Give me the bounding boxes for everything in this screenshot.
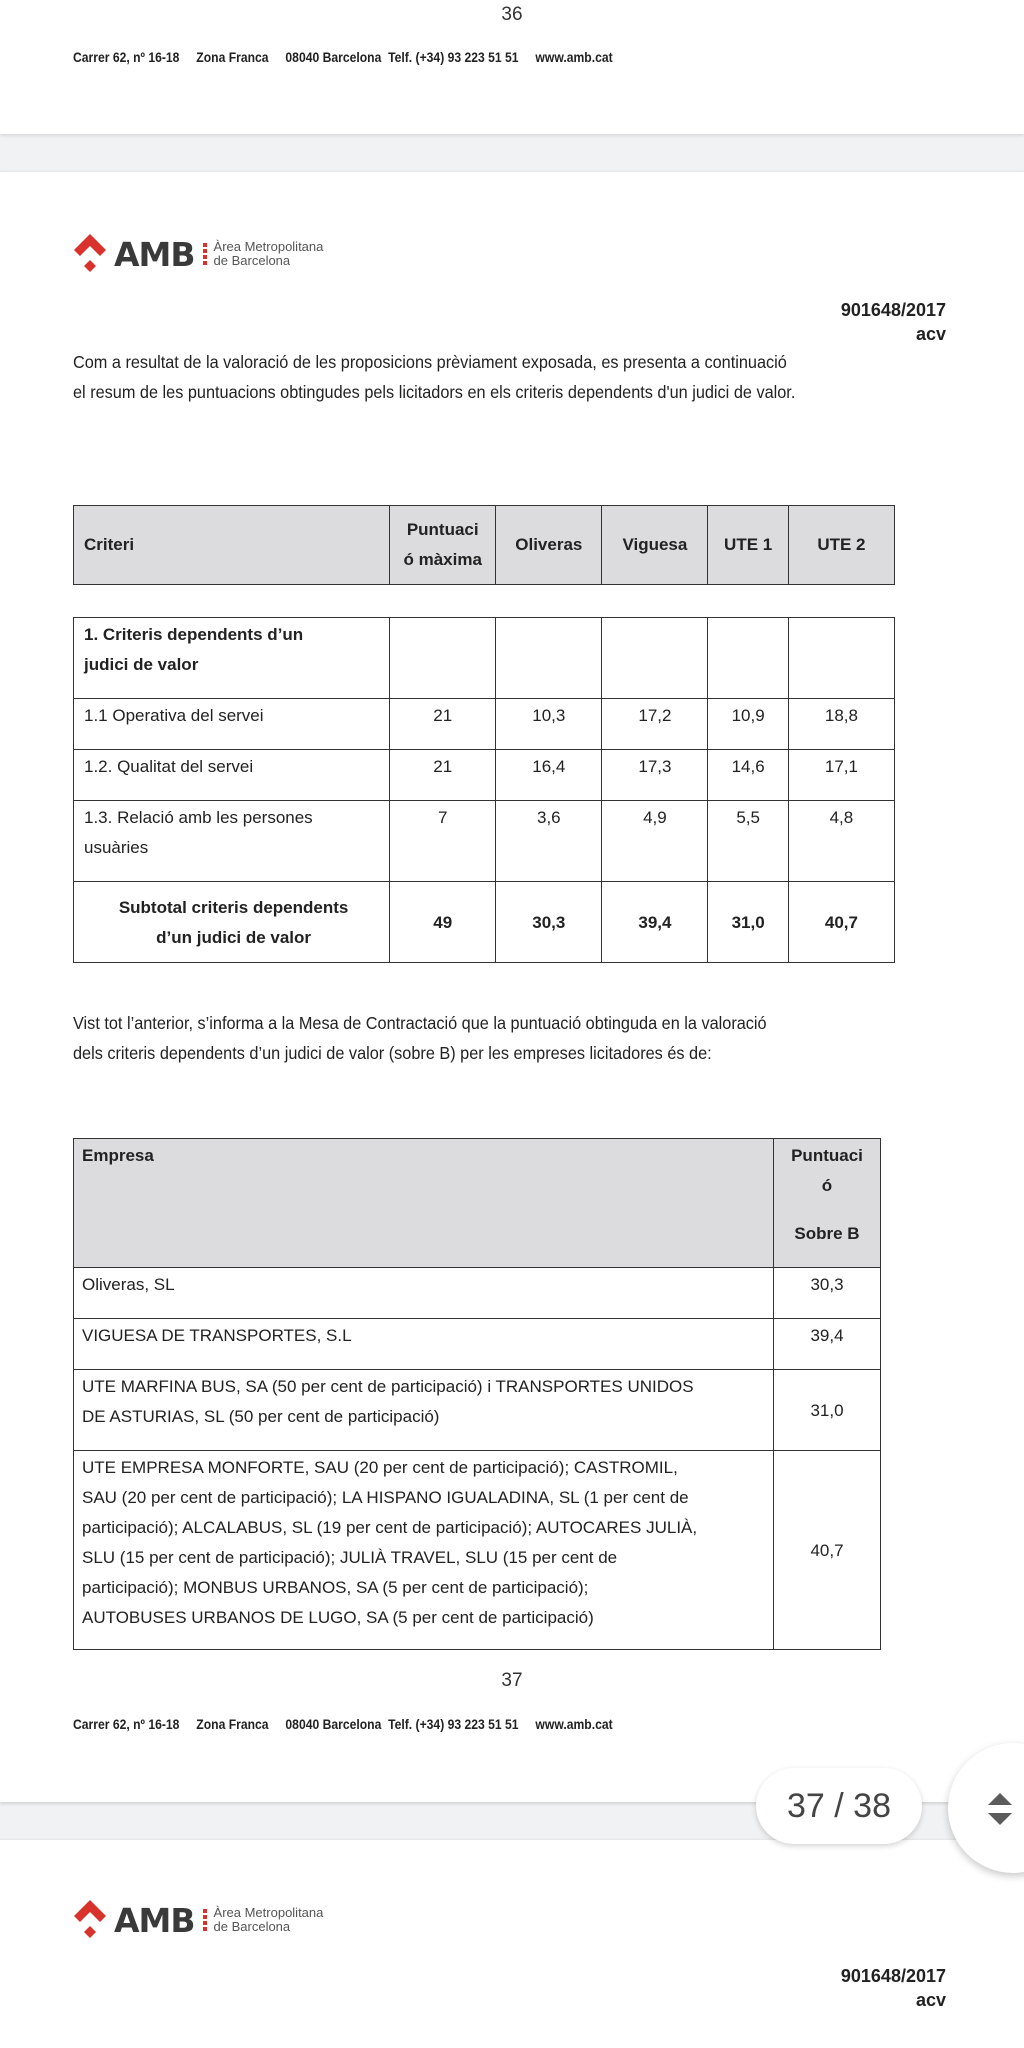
cell-score: 31,0 <box>774 1370 881 1451</box>
table-row <box>74 750 895 801</box>
cell-ute1: 31,0 <box>708 882 788 963</box>
cell-ute2: 4,8 <box>788 801 894 882</box>
page-number: 36 <box>501 4 523 25</box>
cell-empty <box>602 618 708 699</box>
cell-criteri-line1: 1.3. Relació amb les persones <box>84 808 313 827</box>
cell-company-line: UTE MARFINA BUS, SA (50 per cent de participació) i TRANSPORTES UNIDOS <box>82 1377 694 1396</box>
criteria-header-table <box>73 505 895 585</box>
cell-company: Oliveras, SL <box>74 1268 774 1319</box>
cell-empty <box>390 618 496 699</box>
table-row <box>74 1451 881 1650</box>
cell-oliveras: 3,6 <box>496 801 602 882</box>
cell-max: 21 <box>390 699 496 750</box>
subtotal-label-line1: Subtotal criteris dependents <box>118 898 349 917</box>
table-row <box>74 1370 881 1451</box>
cell-ute2: 18,8 <box>788 699 894 750</box>
amb-logo-icon <box>72 232 108 276</box>
criteria-table <box>73 617 895 963</box>
table-row-subtotal <box>74 882 895 963</box>
col-puntuacio-maxima <box>390 506 496 585</box>
cell-company <box>74 1370 774 1451</box>
logo-subtitle-line2: de Barcelona <box>213 1919 291 1934</box>
amb-logo-icon <box>72 1898 108 1942</box>
page-number: 37 <box>501 1670 523 1691</box>
table-row-section <box>74 618 895 699</box>
cell-company-line: UTE EMPRESA MONFORTE, SAU (20 per cent de participació); CASTROMIL, <box>82 1458 678 1477</box>
cell-criteri: 1.1 Operativa del servei <box>74 699 390 750</box>
intro-paragraph-line2: el resum de les puntuacions obtingudes pels licitadors en els criteris dependents d'un judici de valor. <box>73 382 796 402</box>
cell-viguesa: 17,2 <box>602 699 708 750</box>
cell-ute1: 14,6 <box>708 750 788 801</box>
cell-oliveras: 30,3 <box>496 882 602 963</box>
cell-oliveras: 10,3 <box>496 699 602 750</box>
section-title-line2: judici de valor <box>84 655 199 674</box>
col-ute1: UTE 1 <box>708 506 788 585</box>
col-score-line2: ó <box>821 1176 833 1195</box>
cell-score: 40,7 <box>774 1451 881 1650</box>
col-score-line3: Sobre B <box>794 1224 860 1243</box>
cell-max: 7 <box>390 801 496 882</box>
reference-initials: acv <box>915 1990 946 2010</box>
cell-max: 21 <box>390 750 496 801</box>
table-row <box>74 1268 881 1319</box>
cell-ute1: 5,5 <box>708 801 788 882</box>
cell-criteri <box>74 801 390 882</box>
section-title-line1: 1. Criteris dependents d’un <box>84 625 304 644</box>
col-empresa: Empresa <box>74 1139 774 1268</box>
cell-ute2: 40,7 <box>788 882 894 963</box>
reference-block <box>841 298 946 346</box>
cell-company: VIGUESA DE TRANSPORTES, S.L <box>74 1319 774 1370</box>
intro-paragraph <box>73 347 910 407</box>
cell-empty <box>788 618 894 699</box>
document-page-38 <box>0 1840 1024 2048</box>
cell-viguesa: 17,3 <box>602 750 708 801</box>
col-puntuacio-line2: ó màxima <box>403 550 482 569</box>
cell-company-line: AUTOBUSES URBANOS DE LUGO, SA (5 per cent de participació) <box>82 1608 594 1627</box>
reference-block <box>841 1964 946 2012</box>
intro-paragraph-line1: Com a resultat de la valoració de les proposicions prèviament exposada, es presenta a continuació <box>73 352 787 372</box>
arrow-down-icon[interactable] <box>988 1813 1012 1825</box>
cell-empty <box>496 618 602 699</box>
cell-score: 30,3 <box>774 1268 881 1319</box>
cell-viguesa: 39,4 <box>602 882 708 963</box>
logo-separator <box>203 1909 207 1931</box>
cell-company-line: participació); ALCALABUS, SL (19 per cent de participació); AUTOCARES JULIÀ, <box>82 1518 698 1537</box>
cell-empty <box>708 618 788 699</box>
table-row <box>74 1319 881 1370</box>
logo-subtitle-line2: de Barcelona <box>213 253 291 268</box>
footer-address: Carrer 62, nº 16-18 Zona Franca 08040 Barcelona Telf. (+34) 93 223 51 51 www.amb.cat <box>73 50 613 65</box>
logo-separator <box>203 243 207 265</box>
logo-wordmark: AMB <box>114 234 195 274</box>
cell-ute1: 10,9 <box>708 699 788 750</box>
cell-company-line: SAU (20 per cent de participació); LA HISPANO IGUALADINA, SL (1 per cent de <box>82 1488 689 1507</box>
cell-subtotal-label <box>74 882 390 963</box>
section-title <box>74 618 390 699</box>
col-puntuacio-sobre-b <box>774 1139 881 1268</box>
amb-logo <box>72 232 323 276</box>
cell-viguesa: 4,9 <box>602 801 708 882</box>
logo-subtitle <box>214 240 324 268</box>
cell-company-line: DE ASTURIAS, SL (50 per cent de participació) <box>82 1407 440 1426</box>
cell-max: 49 <box>390 882 496 963</box>
col-ute2: UTE 2 <box>788 506 894 585</box>
subtotal-label-line2: d’un judici de valor <box>156 928 312 947</box>
cell-company-line: SLU (15 per cent de participació); JULIÀ TRAVEL, SLU (15 per cent de <box>82 1548 618 1567</box>
table-row <box>74 801 895 882</box>
cell-criteri-line2: usuàries <box>84 838 149 857</box>
cell-ute2: 17,1 <box>788 750 894 801</box>
cell-company <box>74 1451 774 1650</box>
reference-number: 901648/2017 <box>840 1966 946 1986</box>
col-viguesa: Viguesa <box>602 506 708 585</box>
col-criteri: Criteri <box>74 506 390 585</box>
footer-address: Carrer 62, nº 16-18 Zona Franca 08040 Barcelona Telf. (+34) 93 223 51 51 www.amb.cat <box>73 1717 613 1732</box>
cell-score: 39,4 <box>774 1319 881 1370</box>
logo-subtitle-line1: Àrea Metropolitana <box>213 1905 324 1920</box>
reference-number: 901648/2017 <box>840 300 946 320</box>
col-oliveras: Oliveras <box>496 506 602 585</box>
logo-subtitle-line1: Àrea Metropolitana <box>213 239 324 254</box>
amb-logo <box>72 1898 323 1942</box>
logo-wordmark: AMB <box>114 1900 195 1940</box>
second-paragraph-line2: dels criteris dependents d’un judici de valor (sobre B) per les empreses licitadores és de: <box>73 1043 712 1063</box>
second-paragraph <box>73 1008 910 1068</box>
table-header-row <box>74 1139 881 1268</box>
col-puntuacio-line1: Puntuaci <box>406 520 479 539</box>
logo-subtitle <box>214 1906 324 1934</box>
arrow-up-icon[interactable] <box>988 1793 1012 1805</box>
companies-table <box>73 1138 881 1650</box>
document-page-36 <box>0 0 1024 134</box>
reference-initials: acv <box>915 324 946 344</box>
page-indicator: 37 / 38 <box>756 1768 922 1844</box>
second-paragraph-line1: Vist tot l’anterior, s’informa a la Mesa de Contractació que la puntuació obtinguda en la valoració <box>73 1013 767 1033</box>
table-row <box>74 699 895 750</box>
col-score-line1: Puntuaci <box>791 1146 863 1165</box>
cell-criteri: 1.2. Qualitat del servei <box>74 750 390 801</box>
cell-company-line: participació); MONBUS URBANOS, SA (5 per cent de participació); <box>82 1578 589 1597</box>
cell-oliveras: 16,4 <box>496 750 602 801</box>
